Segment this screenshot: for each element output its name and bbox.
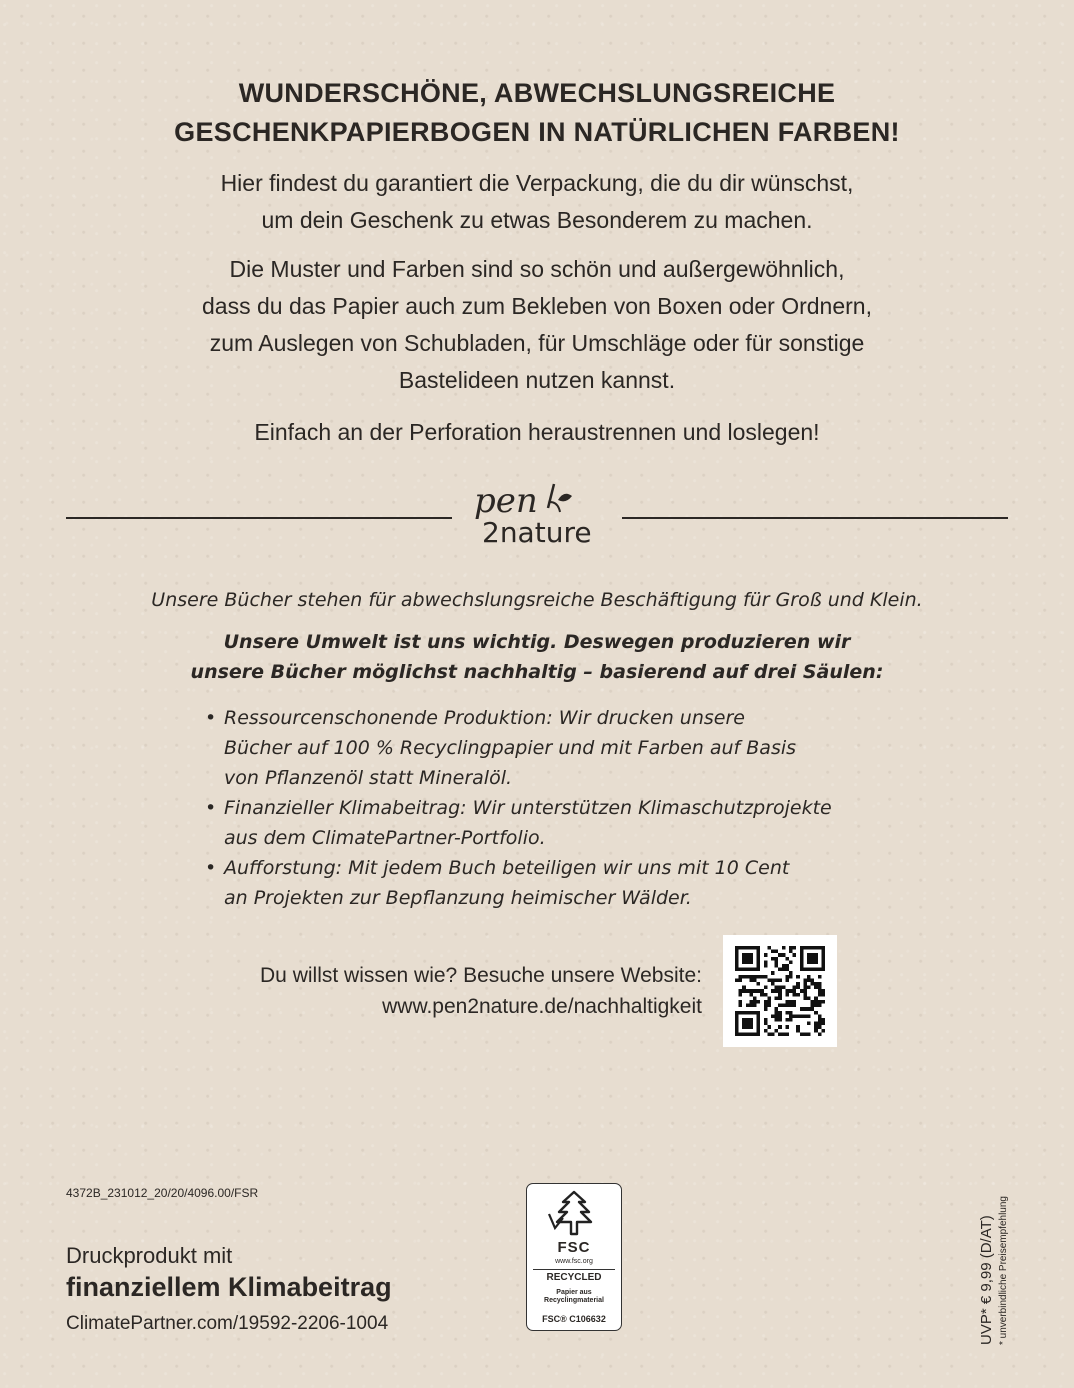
fsc-paper-note (527, 1289, 621, 1305)
fsc-divider (533, 1269, 615, 1270)
logo-text-bottom: 2nature (482, 516, 592, 549)
pillar-item (203, 853, 893, 913)
price: UVP* € 9,99 (D/AT) (978, 1215, 995, 1345)
website-prompt: Du willst wissen wie? Besuche unsere Website: (260, 964, 702, 987)
pillar-line: Bücher auf 100 % Recyclingpapier und mit Farben auf Basis (224, 737, 797, 759)
pillar-list (203, 703, 893, 913)
env-heading-line-1: Unsere Umwelt ist uns wichtig. Deswegen produzieren wir (223, 631, 851, 653)
pen-leaf-icon (462, 478, 622, 558)
qr-code-icon (735, 946, 825, 1036)
intro-p1-line-2: um dein Geschenk zu etwas Besonderem zu machen. (261, 207, 813, 233)
climate-line-2: finanziellem Klimabeitrag (66, 1272, 392, 1302)
fsc-label (526, 1183, 622, 1331)
pillar-line: Finanzieller Klimabeitrag: Wir unterstützen Klimaschutzprojekte (224, 797, 832, 819)
intro-paragraph-1 (0, 165, 1074, 239)
intro-p2-line-3: zum Auslegen von Schubladen, für Umschläge oder für sonstige (209, 330, 865, 356)
pillar-line: an Projekten zur Bepflanzung heimischer Wälder. (224, 887, 692, 909)
website-link[interactable]: www.pen2nature.de/nachhaltigkeit (382, 995, 702, 1018)
pillar-item (203, 793, 893, 853)
env-heading-line-2: unsere Bücher möglichst nachhaltig – basierend auf drei Säulen: (190, 661, 884, 683)
pillar-line: aus dem ClimatePartner-Portfolio. (224, 827, 546, 849)
environment-heading (0, 627, 1074, 687)
fsc-recycled: RECYCLED (546, 1272, 602, 1283)
fsc-code: FSC® C106632 (542, 1314, 606, 1324)
intro-p1-line-1: Hier findest du garantiert die Verpackung, die du dir wünschst, (220, 170, 854, 196)
pillar-line: Aufforstung: Mit jedem Buch beteiligen wir uns mit 10 Cent (224, 857, 790, 879)
fsc-paper-line-2: Recyclingmaterial (544, 1297, 604, 1304)
intro-p2-line-1: Die Muster und Farben sind so schön und außergewöhnlich, (229, 256, 845, 282)
price-block (976, 1196, 1010, 1345)
fsc-text: FSC (557, 1239, 591, 1256)
print-code: 4372B_231012_20/20/4096.00/FSR (66, 1186, 259, 1200)
divider-left (66, 517, 452, 519)
fsc-site: www.fsc.org (555, 1258, 593, 1265)
qr-code[interactable] (723, 935, 837, 1047)
price-note: * unverbindliche Preisempfehlung (998, 1196, 1009, 1345)
fsc-tree-icon (545, 1188, 603, 1240)
bullet-icon: • (205, 857, 217, 879)
page-headline (0, 74, 1074, 152)
pillar-line: Ressourcenschonende Produktion: Wir drucken unsere (224, 707, 745, 729)
tagline: Unsere Bücher stehen für abwechslungsreiche Beschäftigung für Groß und Klein. (151, 589, 923, 611)
website-block (260, 960, 702, 1022)
climate-line-1: Druckprodukt mit (66, 1243, 233, 1268)
intro-paragraph-2 (0, 251, 1074, 399)
fsc-paper-line-1: Papier aus (556, 1289, 592, 1296)
bullet-icon: • (205, 797, 217, 819)
intro-p2-line-4: Bastelideen nutzen kannst. (398, 367, 676, 393)
pillar-line: von Pflanzenöl statt Mineralöl. (224, 767, 513, 789)
headline-line-2: GESCHENKPAPIERBOGEN IN NATÜRLICHEN FARBEN! (174, 117, 900, 147)
divider-right (622, 517, 1008, 519)
climate-partner-url[interactable]: ClimatePartner.com/19592-2206-1004 (66, 1313, 389, 1334)
pillar-item (203, 703, 893, 793)
intro-p2-line-2: dass du das Papier auch zum Bekleben von Boxen oder Ordnern, (202, 293, 872, 319)
logo-text-top: pen (474, 481, 538, 521)
intro-paragraph-3: Einfach an der Perforation heraustrennen und loslegen! (254, 419, 820, 445)
pen2nature-logo (462, 478, 622, 558)
bullet-icon: • (205, 707, 217, 729)
headline-line-1: WUNDERSCHÖNE, ABWECHSLUNGSREICHE (238, 78, 836, 108)
